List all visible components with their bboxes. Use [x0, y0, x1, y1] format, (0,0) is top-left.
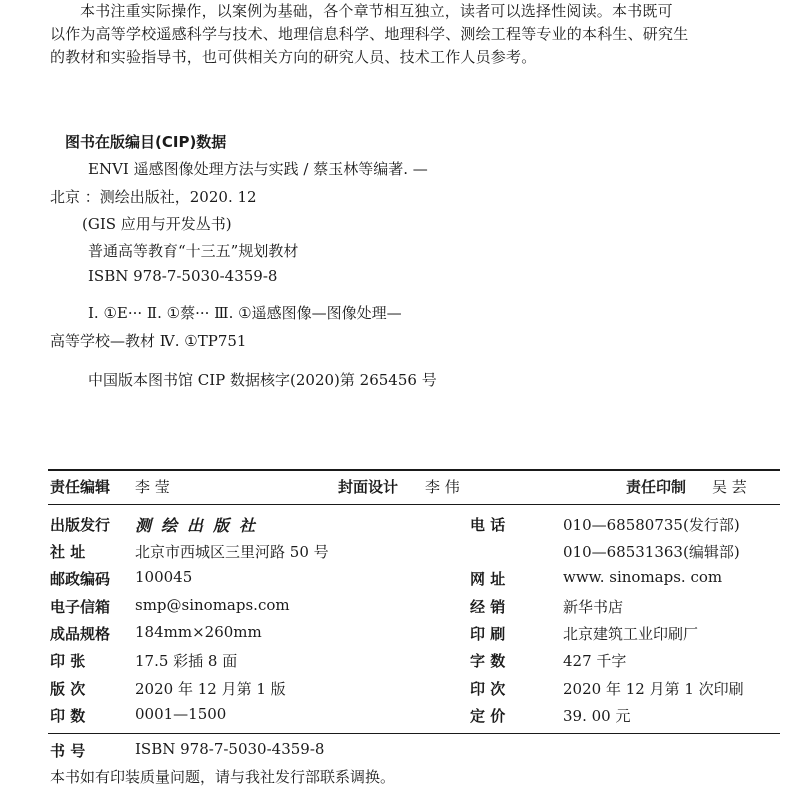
impression-label: 印 次 [470, 680, 506, 698]
distributor: 新华书店 [563, 598, 624, 616]
intro-line-2: 以作为高等学校遥感科学与技术、地理信息科学、地理科学、测绘工程等专业的本科生、研究生 [50, 25, 689, 43]
responsible-editor-label: 责任编辑 [50, 478, 111, 496]
email: smp@sinomaps.com [135, 596, 290, 614]
cip-line: 高等学校—教材 Ⅳ. ①TP751 [50, 332, 247, 350]
print-count: 0001—1500 [135, 705, 227, 723]
address-label: 社 址 [50, 543, 86, 561]
phone-1: 010—68580735(发行部) [563, 516, 740, 534]
impression: 2020 年 12 月第 1 次印刷 [563, 680, 744, 698]
size: 184mm×260mm [135, 623, 262, 641]
postcode: 100045 [135, 568, 193, 586]
intro-line-3: 的教材和实验指导书，也可供相关方向的研究人员、技术工作人员参考。 [50, 48, 537, 66]
cip-line: 北京 ：测绘出版社，2020. 12 [50, 188, 257, 206]
postcode-label: 邮政编码 [50, 570, 111, 588]
address: 北京市西城区三里河路 50 号 [135, 543, 329, 561]
phone-2: 010—68531363(编辑部) [563, 543, 740, 561]
email-label: 电子信箱 [50, 598, 111, 616]
cover-design: 李 伟 [425, 478, 460, 496]
mid-rule [48, 504, 780, 505]
sheets: 17.5 彩插 8 面 [135, 652, 238, 670]
website-label: 网 址 [470, 570, 506, 588]
size-label: 成品规格 [50, 625, 111, 643]
cip-title: 图书在版编目(CIP)数据 [65, 133, 227, 151]
printing-supervisor-label: 责任印制 [626, 478, 687, 496]
cip-line: (GIS 应用与开发丛书) [82, 215, 232, 233]
cip-line: 中国版本图书馆 CIP 数据核字(2020)第 265456 号 [88, 371, 437, 389]
publisher-label: 出版发行 [50, 516, 111, 534]
cip-line: 普通高等教育“十三五”规划教材 [88, 242, 299, 260]
intro-paragraph [50, 0, 780, 69]
website: www. sinomaps. com [563, 568, 723, 586]
edition: 2020 年 12 月第 1 版 [135, 680, 286, 698]
footer-note: 本书如有印装质量问题，请与我社发行部联系调换。 [50, 768, 396, 786]
responsible-editor: 李 莹 [135, 478, 170, 496]
price: 39. 00 元 [563, 707, 631, 725]
words-label: 字 数 [470, 652, 506, 670]
printing-supervisor: 吴 芸 [712, 478, 747, 496]
price-label: 定 价 [470, 707, 506, 725]
phone-label: 电 话 [470, 516, 506, 534]
cover-design-label: 封面设计 [338, 478, 399, 496]
cip-line: ISBN 978-7-5030-4359-8 [88, 267, 278, 285]
sheets-label: 印 张 [50, 652, 86, 670]
top-rule [48, 469, 780, 471]
printer: 北京建筑工业印刷厂 [563, 625, 699, 643]
bottom-rule [48, 733, 780, 734]
intro-line-1: 本书注重实际操作，以案例为基础，各个章节相互独立，读者可以选择性阅读。本书既可 [80, 2, 673, 20]
isbn-label: 书 号 [50, 742, 86, 760]
words: 427 千字 [563, 652, 627, 670]
printer-label: 印 刷 [470, 625, 506, 643]
distributor-label: 经 销 [470, 598, 506, 616]
edition-label: 版 次 [50, 680, 86, 698]
isbn-value: ISBN 978-7-5030-4359-8 [135, 740, 325, 758]
publisher-name: 测绘出版社 [135, 516, 266, 535]
print-count-label: 印 数 [50, 707, 86, 725]
cip-line: Ⅰ. ①E··· Ⅱ. ①蔡··· Ⅲ. ①遥感图像—图像处理— [88, 304, 402, 322]
cip-line: ENVI 遥感图像处理方法与实践 / 蔡玉林等编著. — [88, 160, 428, 178]
